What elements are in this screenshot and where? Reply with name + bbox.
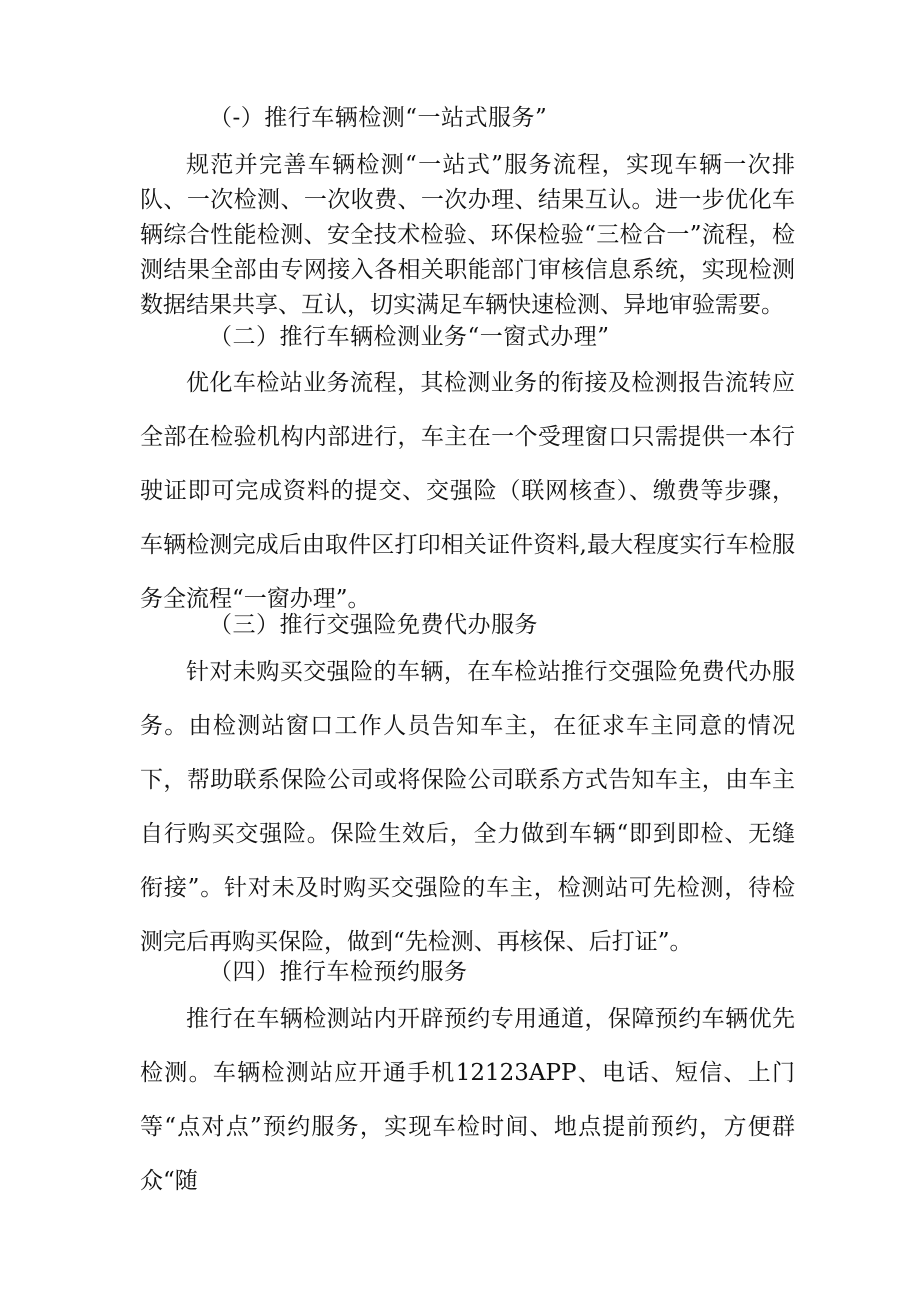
section-body-1: 规范并完善车辆检测“一站式”服务流程，实现车辆一次排队、一次检测、一次收费、一次办理、结果互认。进一步优化车辆综合性能检测、安全技术检验、环保检验“三检合一”流程，检测结果全部由专网接入各相关职能部门审核信息系统，实现检测数据结果共享、互认，切实满足车辆快速检测、异地审验需要。 — [140, 152, 795, 318]
section-body-3: 针对未购买交强险的车辆，在车检站推行交强险免费代办服务。由检测站窗口工作人员告知车主，在征求车主同意的情况下，帮助联系保险公司或将保险公司联系方式告知车主，由车主自行购买交强险。保险生效后，全力做到车辆“即到即检、无缝衔接”。针对未及时购买交强险的车主，检测站可先检测，待检测完后再购买保险，做到“先检测、再核保、后打证”。 — [140, 659, 795, 955]
section-body-4: 推行在车辆检测站内开辟预约专用通道，保障预约车辆优先检测。车辆检测站应开通手机12123APP、电话、短信、上门等“点对点”预约服务，实现车检时间、地点提前预约，方便群众“随 — [140, 1006, 795, 1194]
section-heading-2: （二）推行车辆检测业务“一窗式办理” — [209, 324, 610, 350]
section-heading-1: （-）推行车辆检测“一站式服务” — [209, 105, 548, 131]
section-body-2: 优化车检站业务流程，其检测业务的衔接及检测报告流转应全部在检验机构内部进行，车主在一个受理窗口只需提供一本行驶证即可完成资料的提交、交强险（联网核查）、缴费等步骤，车辆检测完成后由取件区打印相关证件资料,最大程度实行车检服务全流程“一窗办理”。 — [140, 370, 795, 612]
section-heading-4: （四）推行车检预约服务 — [209, 959, 468, 985]
section-heading-3: （三）推行交强险免费代办服务 — [209, 612, 538, 638]
